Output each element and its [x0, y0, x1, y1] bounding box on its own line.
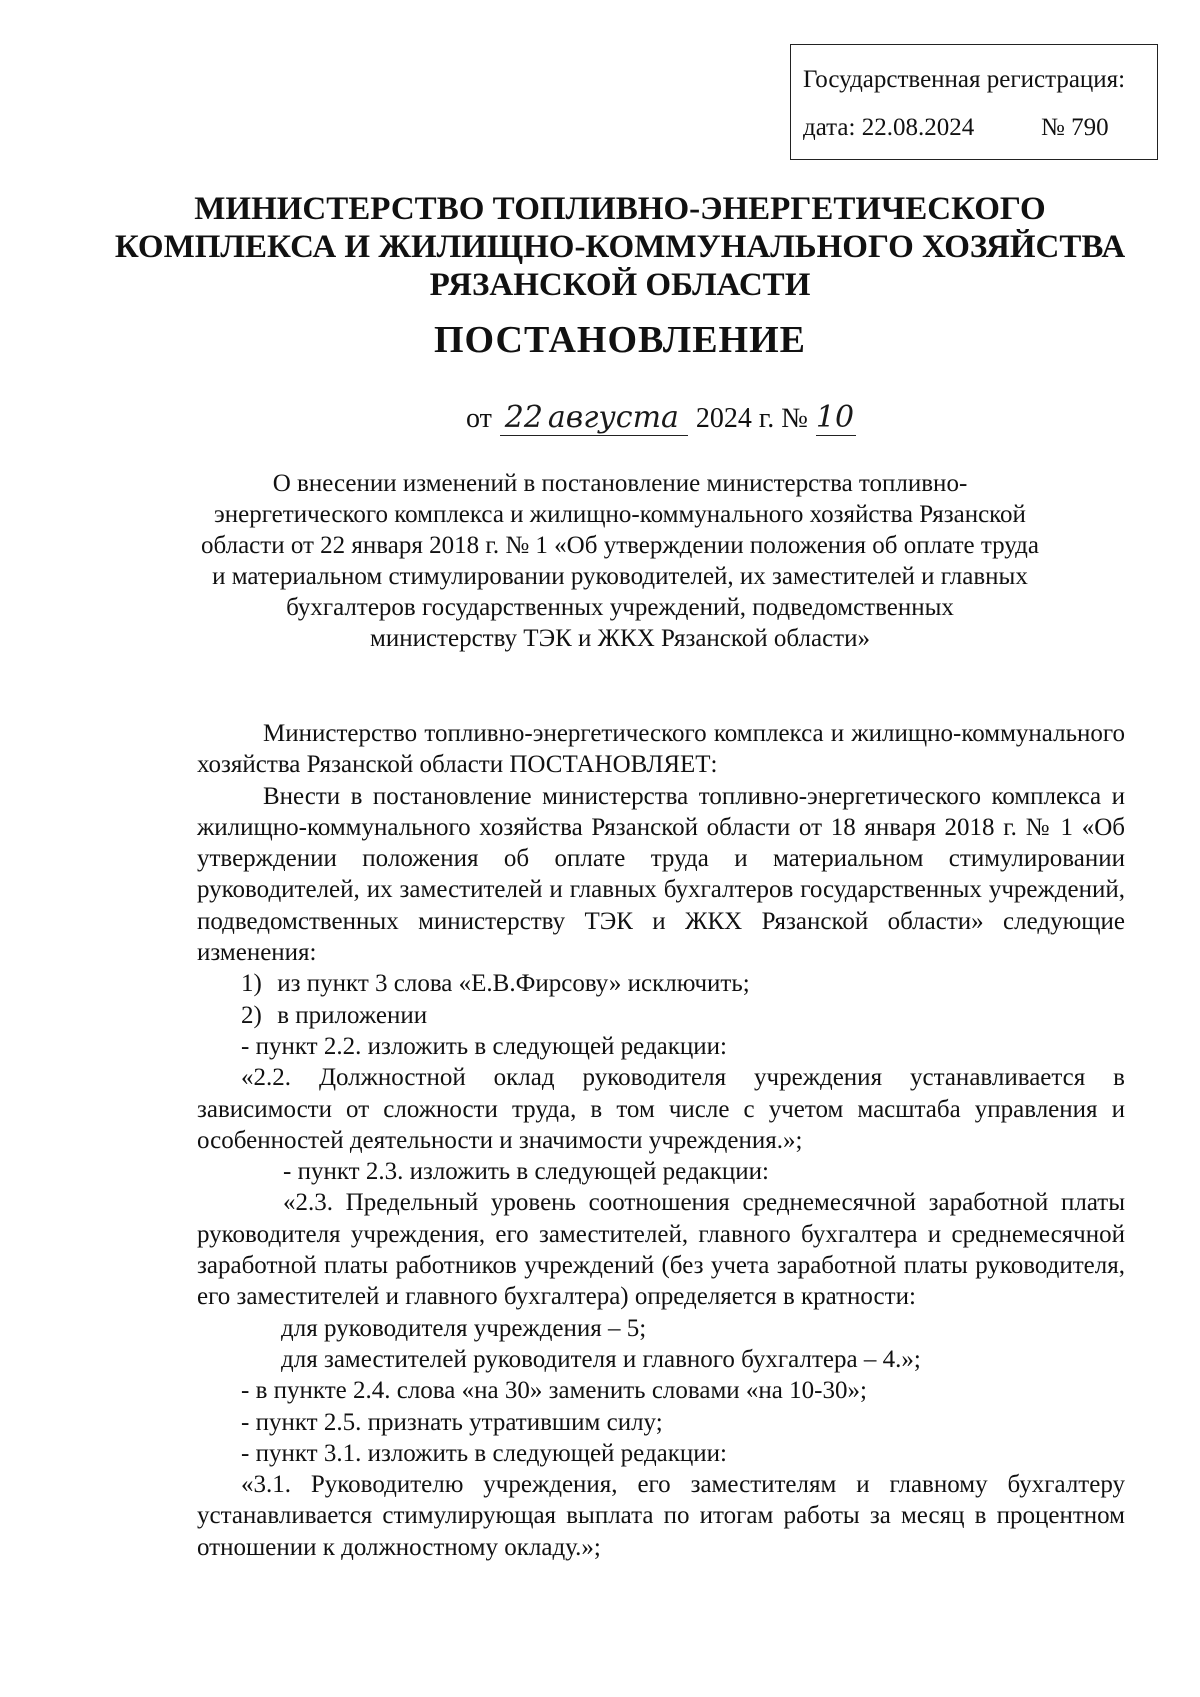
- document-type: ПОСТАНОВЛЕНИЕ: [433, 319, 807, 361]
- subject-line: О внесении изменений в постановление министерства топливно-: [272, 470, 968, 497]
- registration-date: дата: 22.08.2024: [803, 114, 975, 141]
- ratio-head: для руководителя учреждения – 5;: [281, 1314, 647, 1342]
- date-year: 2024 г.: [695, 403, 775, 434]
- clause-2-3-intro: - пункт 2.3. изложить в следующей редакции:: [283, 1158, 769, 1186]
- list-item-text: в приложении: [277, 1001, 428, 1029]
- subject-line: бухгалтеров государственных учреждений, подведомственных: [286, 594, 954, 621]
- document-subject: [150, 468, 1090, 654]
- list-item-text: из пункт 3 слова «Е.В.Фирсову» исключить;: [277, 970, 750, 998]
- handwritten-month: августа: [548, 400, 688, 436]
- subject-line: области от 22 января 2018 г. № 1 «Об утверждении положения об оплате труда: [201, 532, 1039, 559]
- clause-2-3-text: «2.3. Предельный уровень соотношения среднемесячной заработной платы руководителя учреждения, его заместителей, главного бухгалтера и среднемесячной заработной платы работников учреждений (без учета заработной платы руководителя, его заместителей и главного бухгалтера) определяется в кратности:: [197, 1189, 1125, 1311]
- number-label: №: [781, 403, 808, 434]
- clause-2-4: - в пункте 2.4. слова «на 30» заменить словами «на 10-30»;: [241, 1377, 867, 1405]
- clause-2-2-intro: - пункт 2.2. изложить в следующей редакции:: [241, 1032, 727, 1060]
- intro-paragraph: Внести в постановление министерства топливно-энергетического комплекса и жилищно-коммунального хозяйства Рязанской области от 18 января 2018 г. № 1 «Об утверждении положения об оплате труда и материальном стимулировании руководителей, их заместителей и главных бухгалтеров государственных учреждений, подведомственных министерству ТЭК и ЖКХ Рязанской области» следующие изменения:: [197, 782, 1125, 967]
- subject-line: и материальном стимулировании руководителей, их заместителей и главных: [212, 563, 1028, 590]
- list-item-2: [197, 1000, 1125, 1031]
- handwritten-number: 10: [815, 400, 855, 435]
- ministry-line: КОМПЛЕКСА И ЖИЛИЩНО-КОММУНАЛЬНОГО ХОЗЯЙСТВА: [114, 229, 1126, 265]
- ratio-deputy: для заместителей руководителя и главного бухгалтера – 4.»;: [281, 1345, 921, 1373]
- clause-2-5: - пункт 2.5. признать утратившим силу;: [241, 1408, 663, 1436]
- registration-number: № 790: [1041, 114, 1109, 141]
- document-body: [197, 718, 1125, 1563]
- preamble-paragraph: Министерство топливно-энергетического комплекса и жилищно-коммунального хозяйства Рязанской области ПОСТАНОВЛЯЕТ:: [197, 720, 1125, 779]
- subject-line: энергетического комплекса и жилищно-коммунального хозяйства Рязанской: [214, 501, 1026, 528]
- clause-3-1-intro: - пункт 3.1. изложить в следующей редакции:: [241, 1439, 727, 1467]
- ministry-name: [110, 190, 1130, 304]
- ministry-line: РЯЗАНСКОЙ ОБЛАСТИ: [429, 267, 811, 303]
- clause-3-1-text: «3.1. Руководителю учреждения, его заместителям и главному бухгалтеру устанавливается стимулирующая выплата по итогам работы за месяц в процентном отношении к должностному окладу.»;: [197, 1471, 1125, 1561]
- registration-title: Государственная регистрация:: [803, 66, 1126, 93]
- list-item-number: 2): [241, 1001, 262, 1029]
- subject-line: министерству ТЭК и ЖКХ Рязанской области»: [370, 625, 870, 652]
- list-item-1: [197, 968, 1125, 999]
- ministry-line: МИНИСТЕРСТВО ТОПЛИВНО-ЭНЕРГЕТИЧЕСКОГО: [194, 191, 1046, 227]
- handwritten-day: 22: [500, 400, 548, 436]
- date-prefix: от: [466, 403, 492, 434]
- date-line: [466, 400, 856, 440]
- registration-stamp: [790, 44, 1158, 160]
- list-item-number: 1): [241, 970, 262, 998]
- clause-2-2-text: «2.2. Должностной оклад руководителя учреждения устанавливается в зависимости от сложности труда, в том числе с учетом масштаба управления и особенностей деятельности и значимости учреждения.»;: [197, 1064, 1125, 1154]
